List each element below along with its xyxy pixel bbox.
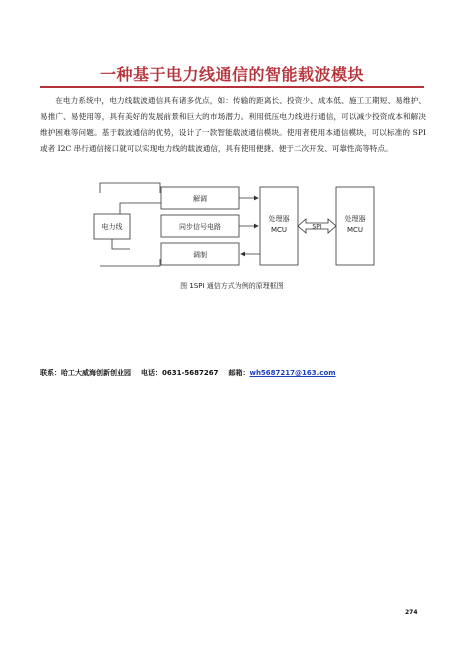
processor-left-mcu: MCU [270, 226, 288, 234]
processor-right-mcu: MCU [346, 226, 364, 234]
power-line-label: 电力线 [101, 223, 123, 231]
processor-left-label: 处理器 [268, 215, 290, 223]
lower-path [112, 239, 130, 249]
bracket-bottom [100, 259, 160, 266]
contact-label: 联系：哈工大威海创新创业园 [40, 369, 131, 377]
block-diagram [80, 181, 390, 279]
title-divider [40, 86, 424, 88]
modulate-label: 调制 [193, 251, 207, 259]
figure-caption: 图 1SPI 通信方式为例的原理框图 [180, 282, 284, 290]
body-paragraph: 在电力系统中，电力线载波通信具有诸多优点，如：传输的距离长、投资少、成本低、施工工期短、易维护、易推广、易使用等，具有美好的发展前景和巨大的市场潜力。利用低压电力线进行通信，可以减少投资成本和解决维护困难等问题。基于载波通信的优势，设计了一款智能载波通信模块。使用者使用本通信模块，可以标准的 SPI 或者 I2C 串行通信接口就可以实现电力线的载波通信，具有使用便捷、便于二次开发、可靠性高等特点。 [40, 96, 426, 153]
processor-right-label: 处理器 [344, 215, 366, 223]
contact-email-link[interactable]: wh5687217@163.com [249, 369, 336, 377]
contact-email-label: 邮箱： [228, 369, 250, 377]
contact-phone: 电话：0631-5687267 [141, 369, 219, 377]
bracket-top [100, 183, 160, 193]
page-title: 一种基于电力线通信的智能载波模块 [99, 65, 364, 84]
spi-label: SPI [312, 223, 322, 231]
demodulate-label: 解调 [193, 195, 207, 203]
upper-path [120, 203, 161, 214]
page-number: 274 [405, 609, 418, 616]
contact-line [40, 368, 336, 378]
sync-circuit-label: 同步信号电路 [179, 223, 221, 231]
